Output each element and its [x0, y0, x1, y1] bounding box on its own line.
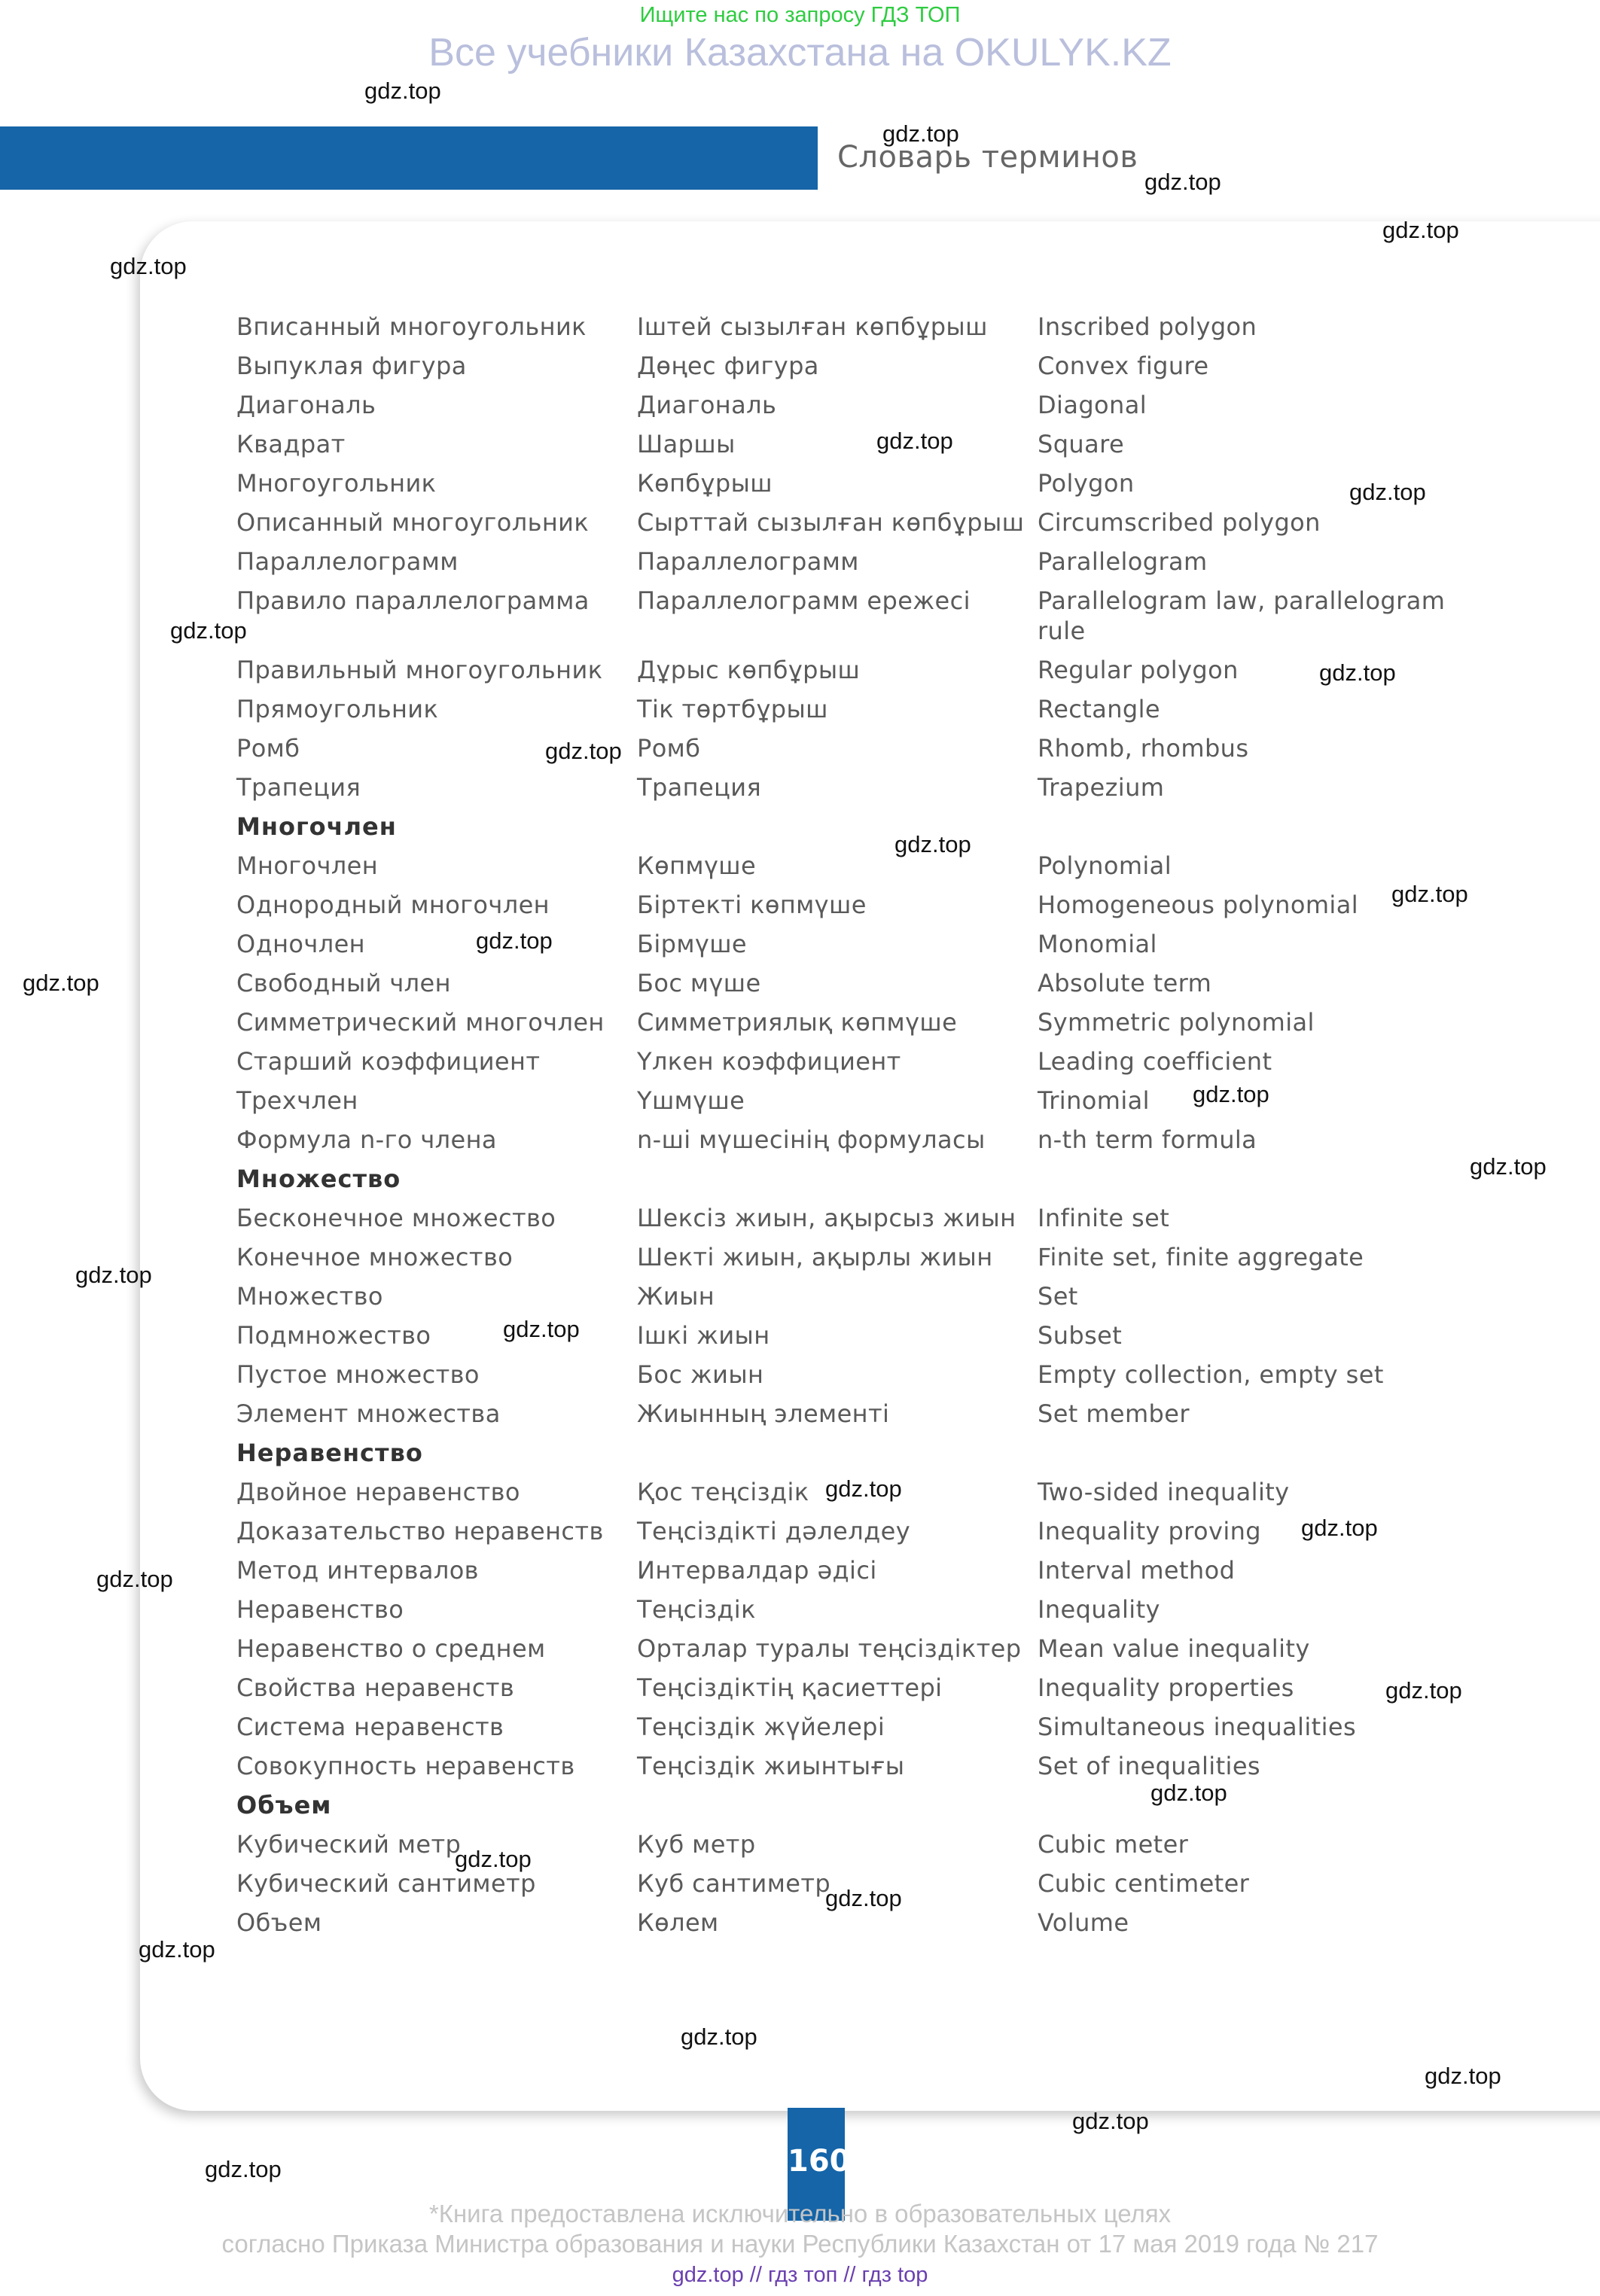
- watermark: gdz.top: [1425, 2063, 1501, 2089]
- term-english: Set: [1038, 1282, 1078, 1311]
- term-english: Parallelogram: [1038, 547, 1208, 576]
- glossary-row: [235, 1825, 1485, 1864]
- term-english: Cubic meter: [1038, 1830, 1189, 1859]
- glossary-row: [235, 885, 1485, 924]
- term-russian: Параллелограмм: [236, 547, 459, 576]
- section-heading: Неравенство: [236, 1439, 423, 1467]
- watermark: gdz.top: [1382, 217, 1459, 243]
- term-russian: Неравенство о среднем: [236, 1634, 546, 1663]
- glossary-row: [235, 1238, 1485, 1277]
- glossary-section: [235, 1786, 1485, 1825]
- glossary-row: [235, 1590, 1485, 1629]
- watermark: gdz.top: [882, 120, 959, 147]
- term-english: Rectangle: [1038, 695, 1161, 723]
- term-kazakh: Іштей сызылған көпбұрыш: [637, 312, 988, 341]
- glossary-row: [235, 1629, 1485, 1668]
- watermark: gdz.top: [681, 2023, 757, 2050]
- term-russian: Свободный член: [236, 969, 451, 997]
- term-english: Set member: [1038, 1399, 1190, 1428]
- glossary-row: [235, 729, 1485, 768]
- term-kazakh: Бос жиын: [637, 1360, 764, 1389]
- term-russian: Многоугольник: [236, 469, 437, 498]
- term-russian: Старший коэффициент: [236, 1047, 541, 1076]
- term-russian: Трапеция: [236, 773, 361, 802]
- watermark: gdz.top: [1391, 881, 1468, 907]
- term-english: Circumscribed polygon: [1038, 508, 1321, 537]
- watermark: gdz.top: [1319, 659, 1396, 686]
- term-english: Inequality proving: [1038, 1517, 1262, 1545]
- term-english: Infinite set: [1038, 1204, 1170, 1232]
- glossary-row: [235, 924, 1485, 964]
- watermark: gdz.top: [205, 2156, 282, 2182]
- term-english: Leading coefficient: [1038, 1047, 1272, 1076]
- term-english: Absolute term: [1038, 969, 1212, 997]
- watermark: gdz.top: [545, 738, 622, 764]
- term-russian: Симметрический многочлен: [236, 1008, 605, 1037]
- glossary-row: [235, 1316, 1485, 1355]
- term-russian: Конечное множество: [236, 1243, 514, 1271]
- term-kazakh: Шаршы: [637, 430, 736, 458]
- term-kazakh: Көпмүше: [637, 851, 757, 880]
- term-english: Trinomial: [1038, 1086, 1150, 1115]
- glossary-row: [235, 690, 1485, 729]
- header-accent-bar: [0, 126, 818, 190]
- section-heading: Многочлен: [236, 812, 397, 841]
- term-russian: Метод интервалов: [236, 1556, 479, 1585]
- term-kazakh: Дұрыс көпбұрыш: [637, 656, 861, 684]
- term-russian: Трехчлен: [236, 1086, 358, 1115]
- watermark: gdz.top: [1301, 1515, 1378, 1541]
- term-russian: Правило параллелограмма: [236, 586, 590, 615]
- watermark: gdz.top: [476, 927, 553, 954]
- term-kazakh: Параллелограмм ережесі: [637, 586, 971, 615]
- glossary-row: [235, 1512, 1485, 1551]
- term-russian: Бесконечное множество: [236, 1204, 556, 1232]
- watermark: gdz.top: [455, 1846, 532, 1872]
- term-kazakh: Жиынның элементі: [637, 1399, 890, 1428]
- section-heading: Объем: [236, 1791, 332, 1819]
- term-russian: Выпуклая фигура: [236, 352, 467, 380]
- term-english: Parallelogram law, parallelogram rule: [1038, 586, 1446, 645]
- watermark: gdz.top: [364, 78, 441, 104]
- term-english: Trapezium: [1038, 773, 1165, 802]
- term-kazakh: Сырттай сызылған көпбұрыш: [637, 508, 1025, 537]
- term-kazakh: Теңсіздік жиынтығы: [637, 1752, 905, 1780]
- term-english: Rhomb, rhombus: [1038, 734, 1249, 763]
- term-russian: Совокупность неравенств: [236, 1752, 575, 1780]
- term-english: Inscribed polygon: [1038, 312, 1257, 341]
- term-kazakh: Дөңес фигура: [637, 352, 819, 380]
- term-kazakh: Теңсіздікті дәлелдеу: [637, 1517, 911, 1545]
- term-russian: Двойное неравенство: [236, 1478, 520, 1506]
- term-kazakh: Қос теңсіздік: [637, 1478, 809, 1506]
- term-russian: Система неравенств: [236, 1713, 504, 1741]
- term-kazakh: Үлкен коэффициент: [637, 1047, 901, 1076]
- watermark: gdz.top: [1349, 479, 1426, 505]
- term-kazakh: Параллелограмм: [637, 547, 859, 576]
- term-kazakh: Тік төртбұрыш: [637, 695, 828, 723]
- term-russian: Элемент множества: [236, 1399, 501, 1428]
- watermark: gdz.top: [825, 1885, 902, 1911]
- term-english: Symmetric polynomial: [1038, 1008, 1315, 1037]
- term-kazakh: Шексіз жиын, ақырсыз жиын: [637, 1204, 1016, 1232]
- term-english: Inequality: [1038, 1595, 1160, 1624]
- term-russian: Правильный многоугольник: [236, 656, 603, 684]
- term-english: Finite set, finite aggregate: [1038, 1243, 1364, 1271]
- watermark: gdz.top: [96, 1566, 173, 1592]
- term-kazakh: Бірмүше: [637, 930, 748, 958]
- section-heading: Множество: [236, 1165, 401, 1193]
- footer-links[interactable]: gdz.top // гдз топ // гдз top: [672, 2263, 928, 2287]
- glossary-row: [235, 503, 1485, 542]
- term-english: Simultaneous inequalities: [1038, 1713, 1357, 1741]
- term-kazakh: Орталар туралы теңсіздіктер: [637, 1634, 1022, 1663]
- glossary-row: [235, 464, 1485, 503]
- watermark: gdz.top: [825, 1475, 902, 1502]
- term-russian: Многочлен: [236, 851, 379, 880]
- glossary-row: [235, 1277, 1485, 1316]
- term-russian: Подмножество: [236, 1321, 431, 1350]
- glossary-row: [235, 1707, 1485, 1746]
- term-english: Empty collection, empty set: [1038, 1360, 1384, 1389]
- term-kazakh: Трапеция: [637, 773, 762, 802]
- glossary-row: [235, 385, 1485, 425]
- footer-disclaimer-line-1: *Книга предоставлена исключительно в образовательных целях: [428, 2200, 1172, 2227]
- term-english: Polynomial: [1038, 851, 1172, 880]
- glossary-row: [235, 1081, 1485, 1120]
- term-russian: Свойства неравенств: [236, 1673, 515, 1702]
- glossary-row: [235, 768, 1485, 807]
- watermark: gdz.top: [894, 831, 971, 857]
- term-english: Two-sided inequality: [1038, 1478, 1290, 1506]
- page-number: 160: [788, 2144, 851, 2179]
- glossary-row: [235, 1355, 1485, 1394]
- watermark: gdz.top: [1150, 1780, 1227, 1806]
- term-english: Monomial: [1038, 930, 1157, 958]
- term-english: Inequality properties: [1038, 1673, 1294, 1702]
- term-english: Diagonal: [1038, 391, 1147, 419]
- watermark: gdz.top: [1072, 2108, 1149, 2134]
- footer-disclaimer-line-2: согласно Приказа Министра образования и науки Республики Казахстан от 17 мая 2019 года № 217: [221, 2230, 1379, 2258]
- watermark: gdz.top: [23, 970, 99, 996]
- term-english: Convex figure: [1038, 352, 1209, 380]
- term-kazakh: Интервалдар әдісі: [637, 1556, 877, 1585]
- term-kazakh: Бос мүше: [637, 969, 761, 997]
- term-english: Cubic centimeter: [1038, 1869, 1250, 1898]
- watermark: gdz.top: [1144, 169, 1221, 195]
- term-english: Subset: [1038, 1321, 1123, 1350]
- term-russian: Прямоугольник: [236, 695, 439, 723]
- glossary-row: [235, 846, 1485, 885]
- glossary-row: [235, 1120, 1485, 1159]
- term-english: Mean value inequality: [1038, 1634, 1310, 1663]
- term-kazakh: Ішкі жиын: [637, 1321, 770, 1350]
- term-russian: Диагональ: [236, 391, 376, 419]
- watermark: gdz.top: [876, 428, 953, 454]
- term-kazakh: Ромб: [637, 734, 701, 763]
- term-russian: Однородный многочлен: [236, 891, 550, 919]
- glossary-row: [235, 581, 1485, 650]
- term-kazakh: Көпбұрыш: [637, 469, 773, 498]
- term-english: Square: [1038, 430, 1125, 458]
- glossary-row: [235, 1394, 1485, 1433]
- term-kazakh: Жиын: [637, 1282, 715, 1311]
- term-russian: Одночлен: [236, 930, 365, 958]
- glossary-table: [235, 307, 1485, 1942]
- term-kazakh: Симметриялық көпмүше: [637, 1008, 958, 1037]
- term-russian: Описанный многоугольник: [236, 508, 590, 537]
- term-kazakh: Теңсіздік: [637, 1595, 756, 1624]
- term-english: Homogeneous polynomial: [1038, 891, 1359, 919]
- term-russian: Доказательство неравенств: [236, 1517, 604, 1545]
- site-banner-title: Все учебники Казахстана на OKULYK.KZ: [428, 31, 1172, 75]
- glossary-row: [235, 542, 1485, 581]
- term-russian: Объем: [236, 1908, 322, 1937]
- term-kazakh: Көлем: [637, 1908, 719, 1937]
- glossary-row: [235, 1668, 1485, 1707]
- term-kazakh: Куб сантиметр: [637, 1869, 831, 1898]
- glossary-row: [235, 346, 1485, 385]
- glossary-row: [235, 1003, 1485, 1042]
- term-english: Interval method: [1038, 1556, 1236, 1585]
- search-hint-banner: Ищите нас по запросу ГДЗ ТОП: [639, 3, 961, 27]
- glossary-row: [235, 1042, 1485, 1081]
- term-kazakh: Теңсіздіктің қасиеттері: [637, 1673, 943, 1702]
- watermark: gdz.top: [1193, 1081, 1269, 1107]
- term-kazakh: Үшмүше: [637, 1086, 745, 1115]
- term-english: Set of inequalities: [1038, 1752, 1260, 1780]
- glossary-section: [235, 807, 1485, 846]
- term-russian: Вписанный многоугольник: [236, 312, 587, 341]
- glossary-row: [235, 1198, 1485, 1238]
- term-russian: Множество: [236, 1282, 383, 1311]
- term-russian: Неравенство: [236, 1595, 404, 1624]
- term-russian: Кубический метр: [236, 1830, 462, 1859]
- watermark: gdz.top: [75, 1262, 152, 1288]
- watermark: gdz.top: [170, 617, 247, 644]
- page-title: Словарь терминов: [837, 140, 1138, 175]
- watermark: gdz.top: [1470, 1153, 1547, 1180]
- term-kazakh: Теңсіздік жүйелері: [637, 1713, 885, 1741]
- term-russian: Пустое множество: [236, 1360, 480, 1389]
- watermark: gdz.top: [1385, 1677, 1462, 1704]
- term-russian: Ромб: [236, 734, 300, 763]
- term-kazakh: Куб метр: [637, 1830, 756, 1859]
- glossary-section: [235, 1159, 1485, 1198]
- term-english: Polygon: [1038, 469, 1135, 498]
- term-english: Volume: [1038, 1908, 1129, 1937]
- term-russian: Квадрат: [236, 430, 346, 458]
- term-english: n-th term formula: [1038, 1125, 1257, 1154]
- watermark: gdz.top: [110, 253, 187, 279]
- glossary-row: [235, 650, 1485, 690]
- glossary-row: [235, 964, 1485, 1003]
- watermark: gdz.top: [503, 1316, 580, 1342]
- glossary-row: [235, 1746, 1485, 1786]
- term-kazakh: Шекті жиын, ақырлы жиын: [637, 1243, 993, 1271]
- glossary-row: [235, 425, 1485, 464]
- term-kazakh: Біртекті көпмүше: [637, 891, 867, 919]
- watermark: gdz.top: [139, 1936, 215, 1963]
- term-russian: Формула n-го члена: [236, 1125, 497, 1154]
- term-russian: Кубический сантиметр: [236, 1869, 536, 1898]
- glossary-row: [235, 1551, 1485, 1590]
- term-kazakh: Диагональ: [637, 391, 777, 419]
- term-english: Regular polygon: [1038, 656, 1239, 684]
- term-kazakh: n-ші мүшесінің формуласы: [637, 1125, 986, 1154]
- glossary-row: [235, 307, 1485, 346]
- glossary-section: [235, 1433, 1485, 1472]
